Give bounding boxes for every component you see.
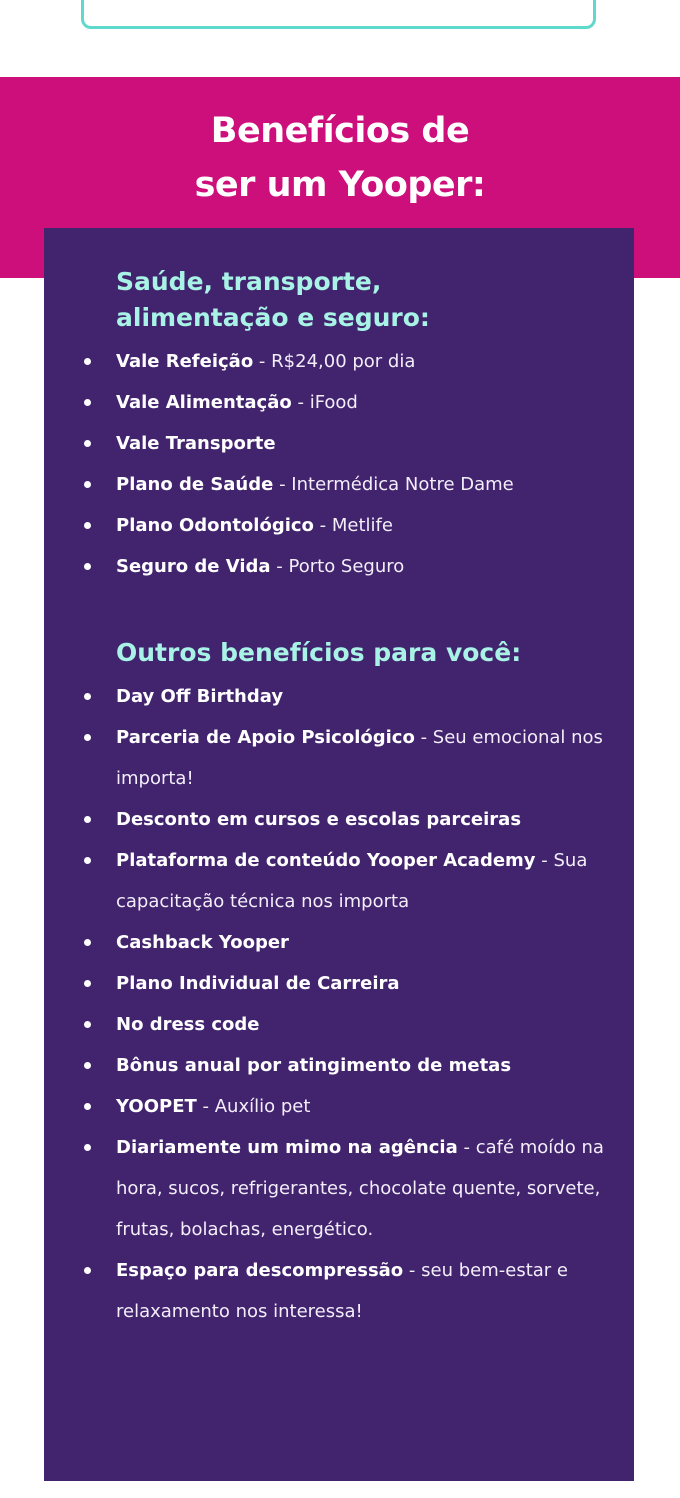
benefit-name: Plano de Saúde bbox=[116, 474, 274, 495]
benefit-detail: R$24,00 por dia bbox=[271, 351, 416, 372]
benefit-name: Plataforma de conteúdo Yooper Academy bbox=[116, 850, 536, 871]
benefit-name: Parceria de Apoio Psicológico bbox=[116, 727, 415, 748]
bullet-icon bbox=[84, 939, 91, 946]
list-item bbox=[116, 464, 626, 505]
list-item bbox=[116, 799, 626, 840]
list-item bbox=[116, 1127, 626, 1250]
benefit-name: Plano Individual de Carreira bbox=[116, 973, 400, 994]
list-item bbox=[116, 840, 626, 922]
benefit-separator: - bbox=[535, 850, 554, 871]
benefit-name: Espaço para descompressão bbox=[116, 1260, 404, 1281]
benefit-name: YOOPET bbox=[116, 1096, 197, 1117]
bullet-icon bbox=[84, 481, 91, 488]
benefit-name: Day Off Birthday bbox=[116, 686, 284, 707]
bullet-icon bbox=[84, 980, 91, 987]
list-item bbox=[116, 1045, 626, 1086]
bullet-icon bbox=[84, 563, 91, 570]
section-heading-other: Outros benefícios para você: bbox=[116, 638, 522, 667]
benefit-detail: Sua capacitação técnica nos importa bbox=[116, 850, 588, 912]
benefit-separator: - bbox=[313, 515, 332, 536]
list-item bbox=[116, 423, 626, 464]
benefit-name: Vale Transporte bbox=[116, 433, 276, 454]
page-title-line-1: Benefícios de bbox=[210, 111, 470, 151]
benefit-separator: - bbox=[270, 556, 289, 577]
benefit-name: Cashback Yooper bbox=[116, 932, 289, 953]
benefit-detail: seu bem-estar e relaxamento nos interessa! bbox=[116, 1260, 568, 1322]
list-item bbox=[116, 963, 626, 1004]
list-item bbox=[116, 1250, 626, 1332]
benefit-detail: Porto Seguro bbox=[288, 556, 405, 577]
list-item bbox=[116, 341, 626, 382]
bullet-icon bbox=[84, 1021, 91, 1028]
benefit-name: Seguro de Vida bbox=[116, 556, 271, 577]
benefit-separator: - bbox=[414, 727, 433, 748]
bullet-icon bbox=[84, 440, 91, 447]
top-content-box bbox=[81, 0, 596, 29]
section-heading-health-line-1: Saúde, transporte, bbox=[116, 267, 382, 296]
bullet-icon bbox=[84, 1267, 91, 1274]
list-item bbox=[116, 676, 626, 717]
benefit-separator: - bbox=[291, 392, 310, 413]
benefit-detail: Auxílio pet bbox=[214, 1096, 311, 1117]
benefit-name: Diariamente um mimo na agência bbox=[116, 1137, 458, 1158]
benefit-detail: Seu emocional nos importa! bbox=[116, 727, 603, 789]
list-item bbox=[116, 505, 626, 546]
benefit-separator: - bbox=[403, 1260, 422, 1281]
list-item bbox=[116, 382, 626, 423]
benefit-name: Vale Alimentação bbox=[116, 392, 292, 413]
benefit-detail: café moído na hora, sucos, refrigerantes, chocolate quente, sorvete, frutas, bolachas, energético. bbox=[116, 1137, 604, 1240]
benefit-separator: - bbox=[196, 1096, 215, 1117]
benefit-name: Plano Odontológico bbox=[116, 515, 314, 536]
benefit-name: No dress code bbox=[116, 1014, 260, 1035]
benefit-detail: iFood bbox=[309, 392, 358, 413]
benefit-name: Vale Refeição bbox=[116, 351, 254, 372]
bullet-icon bbox=[84, 358, 91, 365]
benefit-separator: - bbox=[273, 474, 292, 495]
bullet-icon bbox=[84, 734, 91, 741]
benefit-name: Bônus anual por atingimento de metas bbox=[116, 1055, 512, 1076]
list-item bbox=[116, 1004, 626, 1045]
benefit-detail: Metlife bbox=[331, 515, 393, 536]
bullet-icon bbox=[84, 522, 91, 529]
bullet-icon bbox=[84, 399, 91, 406]
bullet-icon bbox=[84, 857, 91, 864]
page-title bbox=[0, 104, 680, 212]
bullet-icon bbox=[84, 1103, 91, 1110]
bullet-icon bbox=[84, 816, 91, 823]
list-item bbox=[116, 546, 626, 587]
benefit-separator: - bbox=[253, 351, 272, 372]
list-item bbox=[116, 1086, 626, 1127]
page-title-line-2: ser um Yooper: bbox=[194, 165, 486, 205]
benefit-detail: Intermédica Notre Dame bbox=[291, 474, 514, 495]
bullet-icon bbox=[84, 1144, 91, 1151]
list-item bbox=[116, 922, 626, 963]
benefit-separator: - bbox=[457, 1137, 476, 1158]
bullet-icon bbox=[84, 1062, 91, 1069]
section-heading-health bbox=[116, 264, 430, 336]
section-heading-health-line-2: alimentação e seguro: bbox=[116, 303, 430, 332]
bullet-icon bbox=[84, 693, 91, 700]
benefit-name: Desconto em cursos e escolas parceiras bbox=[116, 809, 522, 830]
list-item bbox=[116, 717, 626, 799]
